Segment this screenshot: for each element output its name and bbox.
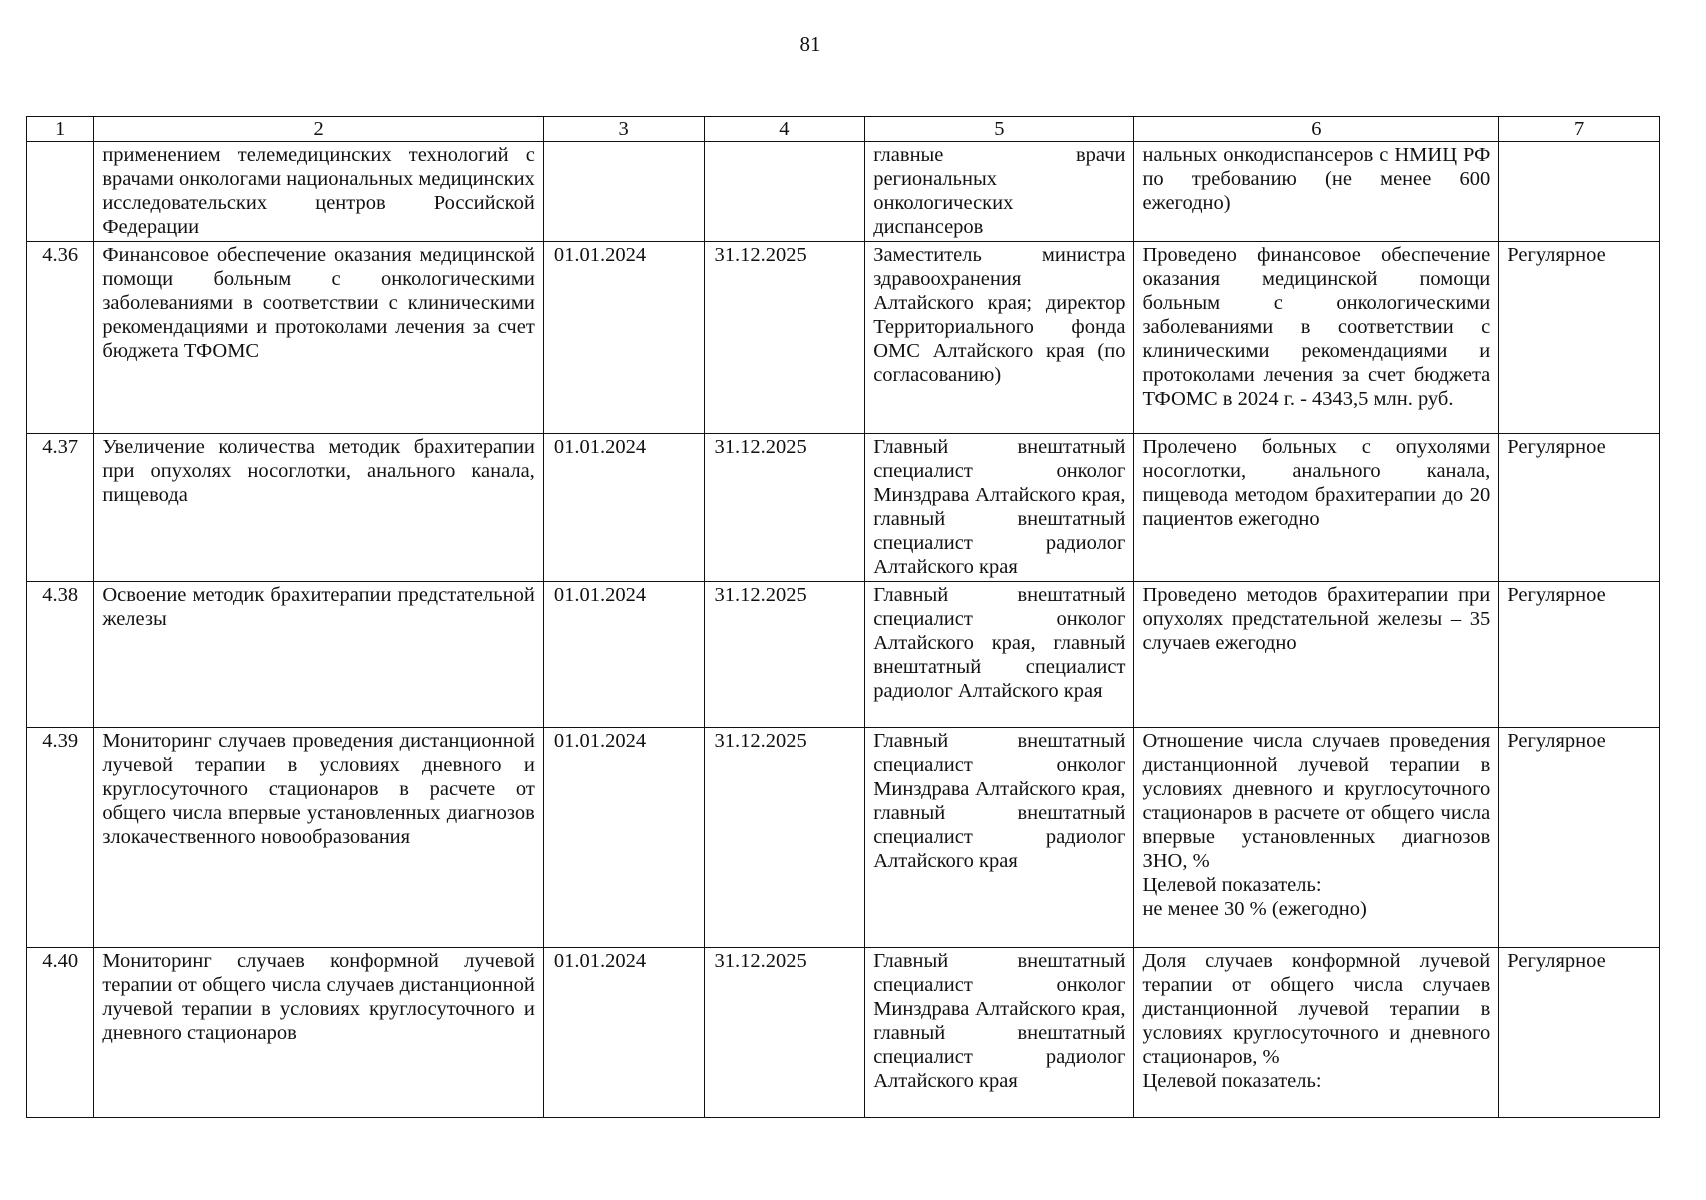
responsible-cell: Главный внештатный специалист онколог Минздрава Алтайского края, главный внештатный специалист радиолог Алтайского края [865,728,1134,948]
start-date-cell: 01.01.2024 [543,582,704,728]
row-number: 4.36 [27,242,94,434]
table-row [27,582,1660,728]
row-number [27,142,94,242]
responsible-cell: главные врачи региональных онкологических диспансеров [865,142,1134,242]
start-date-cell: 01.01.2024 [543,728,704,948]
type-cell [1499,142,1660,242]
column-header-7: 7 [1499,117,1660,142]
end-date-cell: 31.12.2025 [704,434,865,582]
activity-cell: Мониторинг случаев проведения дистанционной лучевой терапии в условиях дневного и круглосуточного стационаров в расчете от общего числа впервые установленных диагнозов злокачественного новообразования [94,728,544,948]
start-date-cell: 01.01.2024 [543,434,704,582]
activity-cell: Финансовое обеспечение оказания медицинской помощи больным с онкологическими заболеваниями в соответствии с клиническими рекомендациями и протоколами лечения за счет бюджета ТФОМС [94,242,544,434]
responsible-cell: Заместитель министра здравоохранения Алтайского края; директор Территориального фонда ОМС Алтайского края (по согласованию) [865,242,1134,434]
table-row [27,948,1660,1118]
result-cell: нальных онкодиспансеров с НМИЦ РФ по требованию (не менее 600 ежегодно) [1134,142,1499,242]
column-header-3: 3 [543,117,704,142]
end-date-cell: 31.12.2025 [704,242,865,434]
column-header-2: 2 [94,117,544,142]
row-number: 4.39 [27,728,94,948]
page-number: 81 [799,32,821,56]
start-date-cell: 01.01.2024 [543,948,704,1118]
activity-cell: Освоение методик брахитерапии предстательной железы [94,582,544,728]
result-cell [1134,728,1499,948]
row-number: 4.40 [27,948,94,1118]
column-header-6: 6 [1134,117,1499,142]
target-label: Целевой показатель: [1142,1070,1322,1092]
responsible-cell: Главный внештатный специалист онколог Алтайского края, главный внештатный специалист радиолог Алтайского края [865,582,1134,728]
start-date-cell [543,142,704,242]
target-value: не менее 30 % (ежегодно) [1142,898,1367,920]
result-text: Доля случаев конформной лучевой терапии от общего числа случаев дистанционной лучевой терапии в условиях круглосуточного и дневного стационаров, % [1142,950,1491,1068]
table-row [27,434,1660,582]
column-header-5: 5 [865,117,1134,142]
responsible-cell: Главный внештатный специалист онколог Минздрава Алтайского края, главный внештатный специалист радиолог Алтайского края [865,434,1134,582]
activity-cell: Мониторинг случаев конформной лучевой терапии от общего числа случаев дистанционной лучевой терапии в условиях круглосуточного и дневного стационаров [94,948,544,1118]
table-row [27,242,1660,434]
type-cell: Регулярное [1499,434,1660,582]
column-header-4: 4 [704,117,865,142]
type-cell: Регулярное [1499,582,1660,728]
row-number: 4.38 [27,582,94,728]
end-date-cell: 31.12.2025 [704,948,865,1118]
header-row [27,117,1660,142]
row-number: 4.37 [27,434,94,582]
responsible-cell: Главный внештатный специалист онколог Минздрава Алтайского края, главный внештатный специалист радиолог Алтайского края [865,948,1134,1118]
end-date-cell [704,142,865,242]
type-cell: Регулярное [1499,242,1660,434]
end-date-cell: 31.12.2025 [704,582,865,728]
start-date-cell: 01.01.2024 [543,242,704,434]
target-label: Целевой показатель: [1142,874,1322,896]
result-cell: Пролечено больных с опухолями носоглотки, анального канала, пищевода методом брахитерапии до 20 пациентов ежегодно [1134,434,1499,582]
end-date-cell: 31.12.2025 [704,728,865,948]
activity-cell: применением телемедицинских технологий с врачами онкологами национальных медицинских исследовательских центров Российской Федерации [94,142,544,242]
column-header-1: 1 [27,117,94,142]
type-cell: Регулярное [1499,948,1660,1118]
activity-cell: Увеличение количества методик брахитерапии при опухолях носоглотки, анального канала, пищевода [94,434,544,582]
result-text: Отношение числа случаев проведения дистанционной лучевой терапии в условиях дневного и круглосуточного стационаров в расчете от общего числа впервые установленных диагнозов ЗНО, % [1142,730,1491,872]
type-cell: Регулярное [1499,728,1660,948]
result-cell [1134,948,1499,1118]
table-row [27,728,1660,948]
result-cell: Проведено финансовое обеспечение оказания медицинской помощи больным с онкологическими заболеваниями в соответствии с клиническими рекомендациями и протоколами лечения за счет бюджета ТФОМС в 2024 г. - 4343,5 млн. руб. [1134,242,1499,434]
result-cell: Проведено методов брахитерапии при опухолях предстательной железы – 35 случаев ежегодно [1134,582,1499,728]
plan-table [26,116,1660,1118]
table-row [27,142,1660,242]
